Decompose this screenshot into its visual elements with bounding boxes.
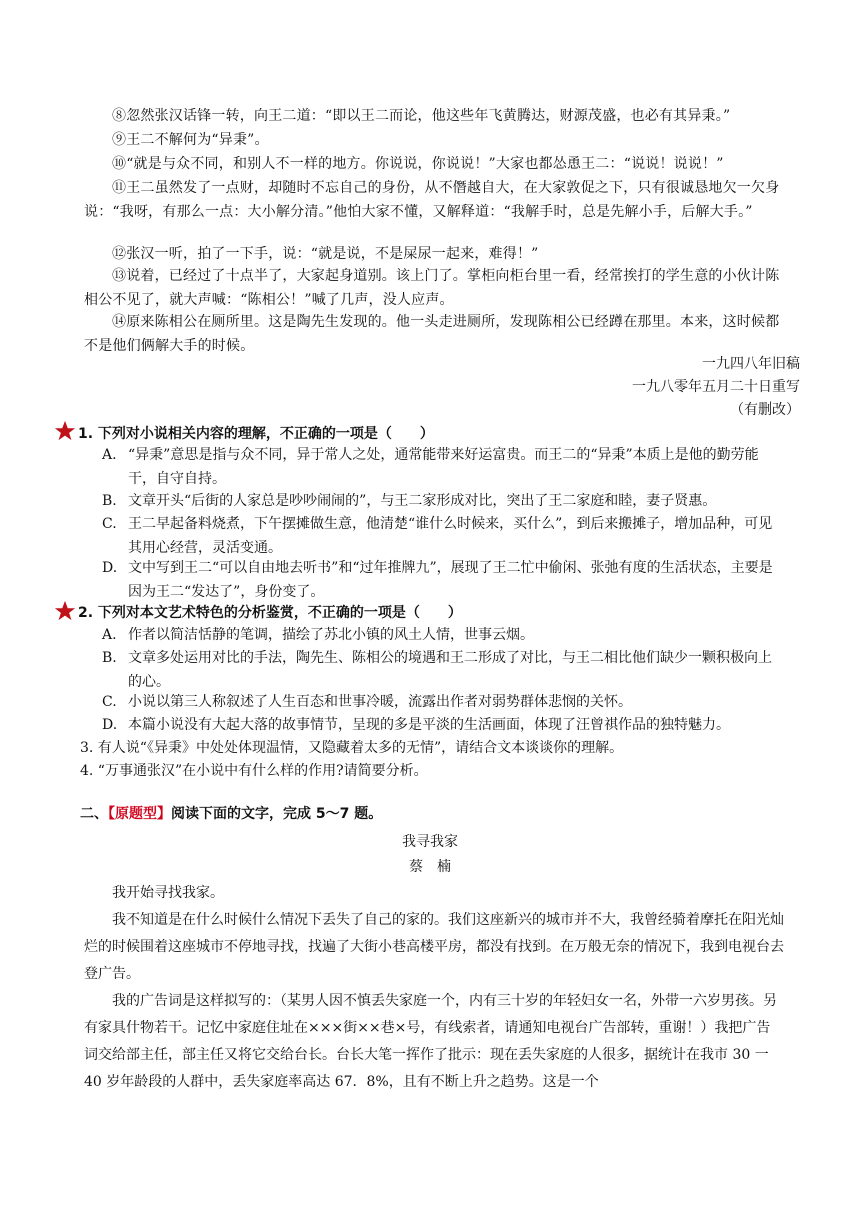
section-2-tag: 【原题型】 — [108, 806, 171, 822]
draft-date: 一九四八年旧稿 — [702, 356, 800, 372]
story2-author: 蔡 楠 — [409, 859, 451, 875]
option-label: D. — [102, 560, 118, 576]
option-text: 王二早起备料烧煮，下午摆摊做生意，他清楚“谁什么时候来，买什么”，到后来搬摊子，增加品种，可见其用心经营，灵活变通。 — [128, 516, 773, 556]
option-text: 本篇小说没有大起大落的故事情节，呈现的多是平淡的生活画面，体现了汪曾祺作品的独特魅力。 — [128, 717, 730, 733]
option-label: B. — [102, 650, 117, 666]
option-label: A. — [102, 627, 117, 643]
story2-paragraph-1: 我开始寻找我家。 — [112, 885, 224, 901]
option-label: A. — [102, 447, 117, 463]
option-label: C. — [102, 694, 117, 710]
option-text: “异秉”意思是指与众不同，异于常人之处，通常能带来好运富贵。而王二的“异秉”本质上是他的勤劳能干，自守自持。 — [128, 447, 759, 487]
option-text: 小说以第三人称叙述了人生百态和世事冷暖，流露出作者对弱势群体悲悯的关怀。 — [128, 694, 632, 710]
option-label: B. — [102, 493, 117, 509]
section-2-prefix: 二、 — [80, 806, 108, 822]
story1-paragraph-13: ⑬说着，已经过了十点半了，大家起身道别。该上门了。掌柜向柜台里一看，经常挨打的学生意的小伙计陈相公不见了，就大声喊：“陈相公！”喊了几声，没人应声。 — [84, 268, 780, 308]
rewrite-date: 一九八零年五月二十日重写 — [632, 379, 800, 395]
option-text: 文中写到王二“可以自由地去听书”和“过年推牌九”，展现了王二忙中偷闲、张弛有度的生活状态，主要是因为王二“发达了”，身份变了。 — [128, 560, 773, 600]
question-1-option-d — [102, 556, 784, 604]
question-2-option-d — [102, 713, 784, 737]
question-4: 4. “万事通张汉”在小说中有什么样的作用?请简要分析。 — [80, 763, 428, 779]
option-text: 作者以简洁恬静的笔调，描绘了苏北小镇的风土人情，世事云烟。 — [128, 627, 534, 643]
option-text: 文章开头“后街的人家总是吵吵闹闹的”，与王二家形成对比，突出了王二家庭和睦，妻子贤惠。 — [128, 493, 717, 509]
question-2-option-a — [102, 623, 784, 647]
question-2-option-c — [102, 690, 784, 714]
abridged-note: （有删改） — [730, 402, 800, 418]
option-label: C. — [102, 516, 117, 532]
story1-paragraph-9: ⑨王二不解何为“异秉”。 — [112, 132, 269, 148]
option-label: D. — [102, 717, 118, 733]
question-1-option-a — [102, 443, 784, 491]
section-2-heading — [80, 803, 780, 825]
story1-paragraph-10: ⑩“就是与众不同，和别人不一样的地方。你说说，你说说！”大家也都怂恿王二：“说说！说说！” — [112, 156, 724, 172]
story1-paragraph-11: ⑪王二虽然发了一点财，却随时不忘自己的身份，从不僭越自大，在大家敦促之下，只有很诚恳地欠一欠身说：“我呀，有那么一点：大小解分清。”他怕大家不懂，又解释道：“我解手时，总是先解小手，后解大手。” — [84, 180, 780, 220]
story1-paragraph-12: ⑫张汉一听，拍了一下手，说：“就是说，不是屎尿一起来，难得！” — [112, 246, 539, 262]
section-2-instruction: 阅读下面的文字，完成 5～7 题。 — [171, 806, 383, 822]
question-2-stem: 2. 下列对本文艺术特色的分析鉴赏，不正确的一项是（ ） — [78, 605, 462, 621]
story2-paragraph-2: 我不知道是在什么时候什么情况下丢失了自己的家的。我们这座新兴的城市并不大，我曾经骑着摩托在阳光灿烂的时候围着这座城市不停地寻找，找遍了大街小巷高楼平房，都没有找到。在万般无奈的情况下，我到电视台去登广告。 — [84, 912, 784, 982]
story2-paragraph-3: 我的广告词是这样拟写的：（某男人因不慎丢失家庭一个，内有三十岁的年轻妇女一名，外带一六岁男孩。另有家具什物若干。记忆中家庭住址在×××街××巷×号，有线索者，请通知电视台广告部转，重谢！）我把广告词交给部主任，部主任又将它交给台长。台长大笔一挥作了批示：现在丢失家庭的人很多，据统计在我市 30 一 40 岁年龄段的人群中，丢失家庭率高达 67．8%，且有不断上升之趋势。这是一个 — [84, 993, 777, 1090]
story1-paragraph-8: ⑧忽然张汉话锋一转，向王二道：“即以王二而论，他这些年飞黄腾达，财源茂盛，也必有其异秉。” — [112, 108, 731, 124]
question-2-option-b — [102, 646, 784, 694]
star-icon — [54, 600, 76, 622]
question-1-option-b — [102, 489, 784, 513]
story1-paragraph-14: ⑭原来陈相公在厕所里。这是陶先生发现的。他一头走进厕所，发现陈相公已经蹲在那里。本来，这时候都不是他们俩解大手的时候。 — [84, 314, 780, 354]
option-text: 文章多处运用对比的手法，陶先生、陈相公的境遇和王二形成了对比，与王二相比他们缺少一颗积极向上的心。 — [128, 650, 772, 690]
question-3: 3. 有人说“《异秉》中处处体现温情，又隐藏着太多的无情”，请结合文本谈谈你的理解。 — [80, 740, 624, 756]
question-1-stem: 1. 下列对小说相关内容的理解，不正确的一项是（ ） — [78, 426, 434, 442]
question-1-option-c — [102, 512, 784, 560]
star-icon — [54, 420, 76, 442]
story2-title: 我寻我家 — [402, 834, 458, 850]
